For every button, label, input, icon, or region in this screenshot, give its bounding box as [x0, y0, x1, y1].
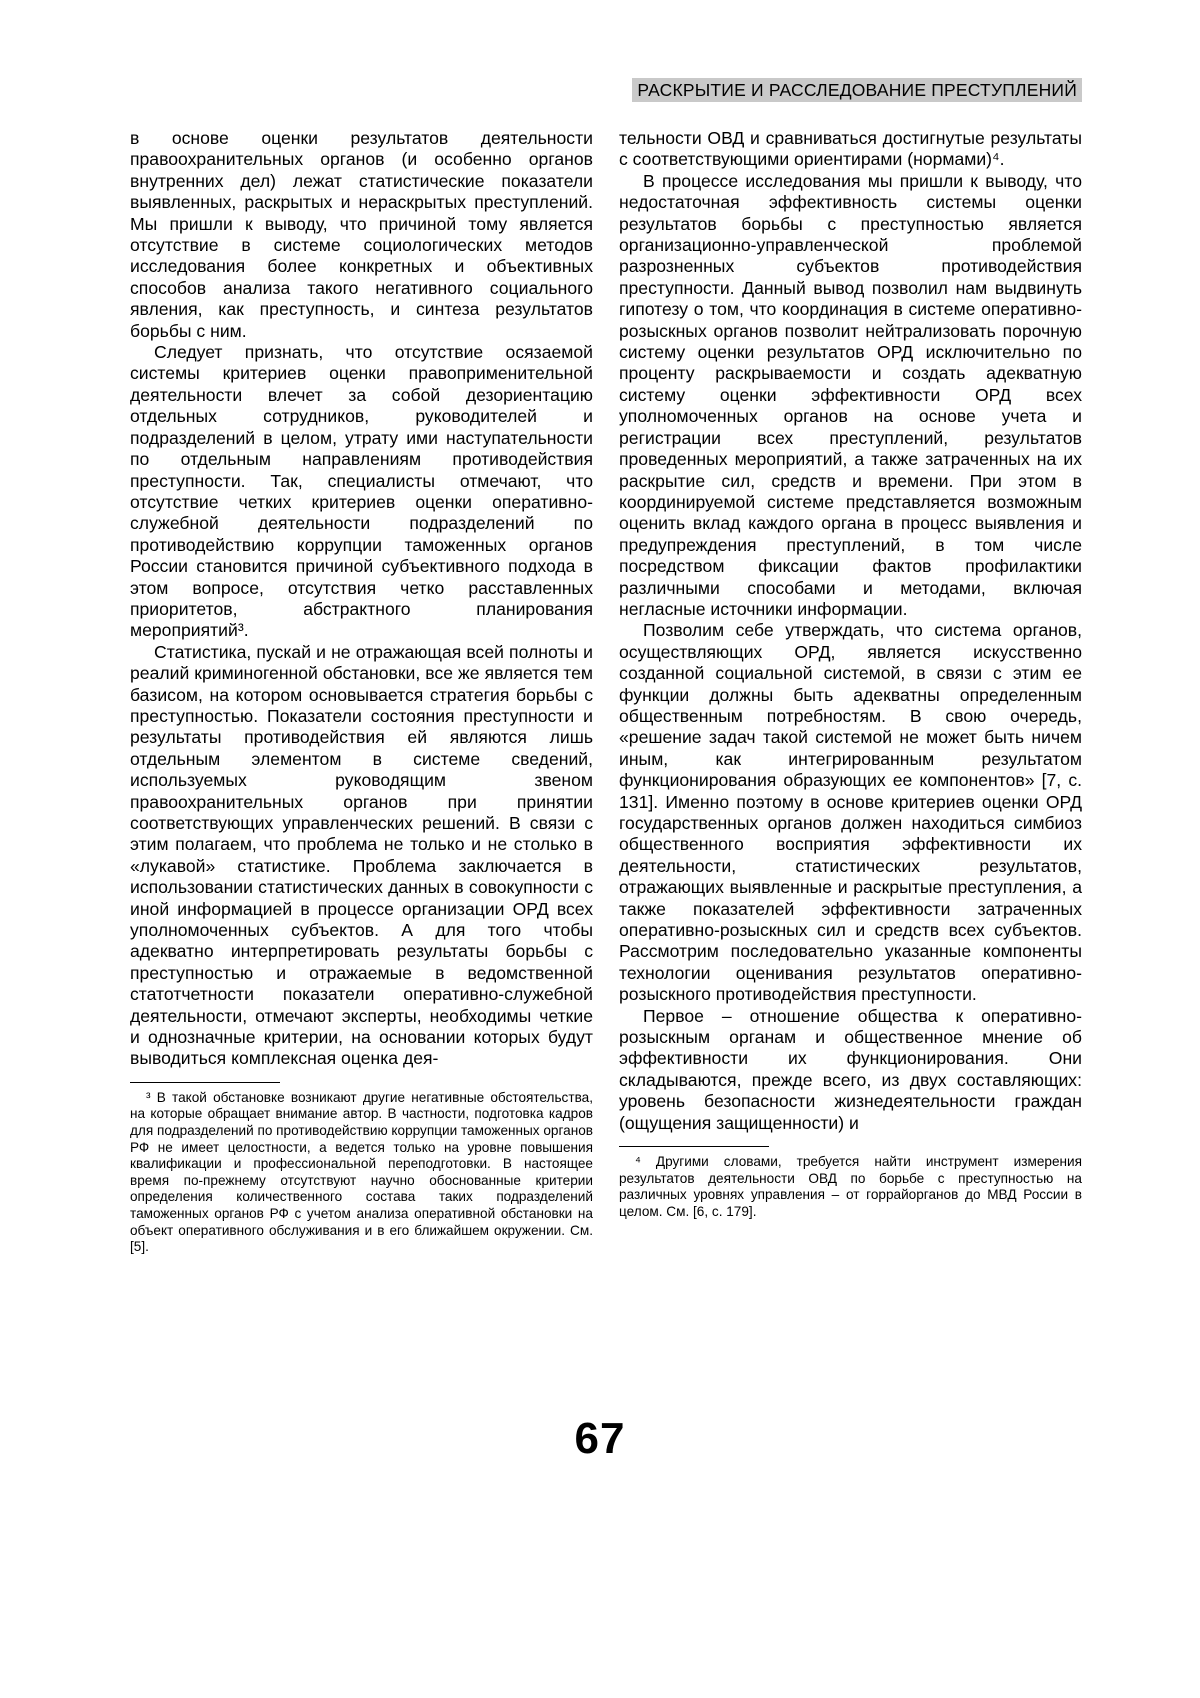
- footnote-text: ⁴ Другими словами, требуется найти инструмент измерения результатов деятельности ОВД по борьбе с преступностью на различных уровнях управления – от горрайорганов до МВД России в целом. См. [6, с. 179].: [619, 1154, 1082, 1219]
- footnote-separator: [130, 1082, 280, 1083]
- page-number: 67: [574, 1414, 626, 1463]
- right-column: [619, 128, 1082, 1256]
- paragraph: В процессе исследования мы пришли к выводу, что недостаточная эффективность системы оценки результатов борьбы с преступностью является организационно-управленческой проблемой разрозненных субъектов противодействия преступности. Данный вывод позволил нам выдвинуть гипотезу о том, что координация в системе оперативно-розыскных органов позволит нейтрализовать порочную систему оценки результатов ОРД исключительно по проценту раскрываемости и создать адекватную систему оценки эффективности ОРД всех уполномоченных органов на основе учета и регистрации всех преступлений, результатов проведенных мероприятий, а также затраченных на их раскрытие сил, средств и времени. При этом в координируемой системе представляется возможным оценить вклад каждого органа в процесс выявления и предупреждения преступлений, в том числе посредством фиксации фактов профилактики различными способами и методами, включая негласные источники информации.: [619, 170, 1082, 619]
- paragraph: тельности ОВД и сравниваться достигнутые результаты с соответствующими ориентирами (нормами)⁴.: [619, 128, 1082, 170]
- running-header: [130, 78, 1082, 102]
- footnote-block: [619, 1146, 1082, 1220]
- paragraph: в основе оценки результатов деятельности правоохранительных органов (и особенно органов внутренних дел) лежат статистические показатели выявленных, раскрытых и нераскрытых преступлений. Мы пришли к выводу, что причиной тому является отсутствие в системе социологических методов исследования более конкретных и объективных способов анализа такого негативного социального явления, как преступность, и синтеза результатов борьбы с ним.: [130, 128, 593, 341]
- footnote-text: ³ В такой обстановке возникают другие негативные обстоятельства, на которые обращает внимание автор. В частности, подготовка кадров для подразделений по противодействию коррупции таможенных органов РФ не имеет целостности, а ведется только на уровне повышения квалификации и профессиональной переподготовки. В настоящее время по-прежнему отсутствуют научно обоснованные критерии определения количественного состава таких подразделений таможенных органов РФ с учетом анализа оперативной обстановки на объект оперативного обслуживания и в его ближайшем окружении. См. [5].: [130, 1089, 593, 1255]
- running-header-title: РАСКРЫТИЕ И РАССЛЕДОВАНИЕ ПРЕСТУПЛЕНИЙ: [632, 78, 1082, 102]
- footnote-separator: [619, 1146, 769, 1147]
- paragraph: Следует признать, что отсутствие осязаемой системы критериев оценки правоприменительной деятельности влечет за собой дезориентацию отдельных сотрудников, руководителей и подразделений в целом, утрату ими наступательности по отдельным направлениям противодействия преступности. Так, специалисты отмечают, что отсутствие четких критериев оценки оперативно-служебной деятельности подразделений по противодействию коррупции таможенных органов России становится причиной субъективного подхода в этом вопросе, отсутствия четко расставленных приоритетов, абстрактного планирования мероприятий³.: [130, 342, 593, 641]
- footnote-block: [130, 1082, 593, 1256]
- left-column: [130, 128, 593, 1256]
- paragraph: Статистика, пускай и не отражающая всей полноты и реалий криминогенной обстановки, все же является тем базисом, на котором основывается стратегия борьбы с преступностью. Показатели состояния преступности и результаты противодействия ей являются лишь отдельным элементом в системе сведений, используемых руководящим звеном правоохранительных органов при принятии соответствующих управленческих решений. В связи с этим полагаем, что проблема не только и не столько в «лукавой» статистике. Проблема заключается в использовании статистических данных в совокупности с иной информацией в процессе организации ОРД всех уполномоченных субъектов. А для того чтобы адекватно интерпретировать результаты борьбы с преступностью и отражаемые в ведомственной статотчетности показатели оперативно-служебной деятельности, отмечают эксперты, необходимы четкие и однозначные критерии, на основании которых будут выводиться комплексная оценка дея-: [130, 641, 593, 1069]
- two-column-body: [130, 128, 1082, 1256]
- paragraph: Первое – отношение общества к оперативно-розыскным органам и общественное мнение об эффективности их функционирования. Они складываются, прежде всего, из двух составляющих: уровень безопасности жизнедеятельности граждан (ощущения защищенности) и: [619, 1005, 1082, 1133]
- paragraph: Позволим себе утверждать, что система органов, осуществляющих ОРД, является искусственно созданной социальной системой, в связи с этим ее функции должны быть адекватны определенным общественным потребностям. В свою очередь, «решение задач такой системой не может быть ничем иным, как интегрированным результатом функционирования образующих ее компонентов» [7, с. 131]. Именно поэтому в основе критериев оценки ОРД государственных органов должен находиться симбиоз общественного восприятия эффективности их деятельности, статистических результатов, отражающих выявленные и раскрытые преступления, а также показателей эффективности затраченных оперативно-розыскных сил и средств всех субъектов. Рассмотрим последовательно указанные компоненты технологии оценивания результатов оперативно-розыскного противодействия преступности.: [619, 620, 1082, 1005]
